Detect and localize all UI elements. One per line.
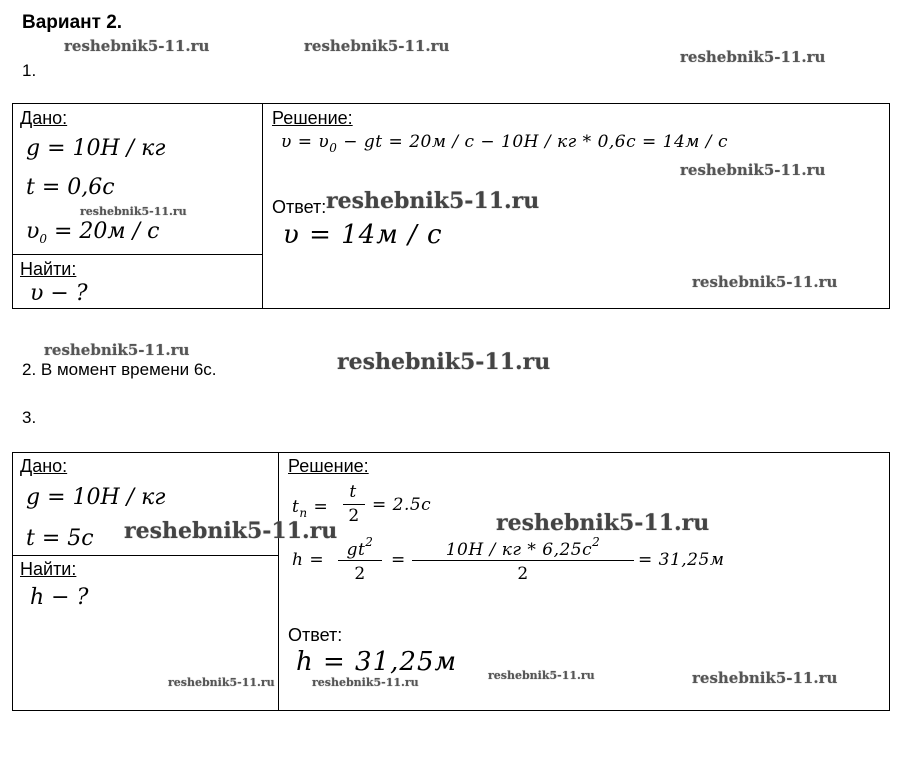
task3-tn-equals: = <box>307 497 329 517</box>
task1-column-divider <box>262 103 263 309</box>
task1-solution-label: Решение: <box>272 108 353 128</box>
task3-column-divider <box>278 452 279 711</box>
task1-v0-symbol: υ <box>26 219 40 244</box>
task3-h-denominator-2: 2 <box>517 564 529 584</box>
task3-given-label: Дано: <box>20 456 68 476</box>
task3-tn-symbol: t <box>292 497 300 517</box>
task3-h-result: = 31,25м <box>638 550 725 570</box>
watermark: reshebnik5-11.ru <box>44 341 190 359</box>
task2-text: 2. В момент времени 6с. <box>22 360 217 379</box>
task3-h-num2-base: 10Н / кг * 6,25с <box>445 540 593 560</box>
watermark: reshebnik5-11.ru <box>692 669 838 687</box>
watermark: reshebnik5-11.ru <box>337 349 551 375</box>
task3-h-num1-base: gt <box>346 540 366 560</box>
task3-find-label: Найти: <box>20 559 77 579</box>
task3-h-lhs: h = <box>292 550 325 570</box>
watermark: reshebnik5-11.ru <box>496 510 710 536</box>
task3-tn-subscript: n <box>299 506 308 520</box>
task3-answer-value: h = 31,25м <box>296 647 458 677</box>
task3-h-num2-sup: 2 <box>592 535 601 549</box>
task1-solution-equation <box>281 132 728 155</box>
watermark: reshebnik5-11.ru <box>80 205 187 218</box>
task3-find-value: h − ? <box>30 585 89 610</box>
task3-tn-denominator: 2 <box>348 506 360 526</box>
task1-find-label: Найти: <box>20 259 77 279</box>
task1-v0-subscript: 0 <box>39 232 48 246</box>
watermark: reshebnik5-11.ru <box>680 161 826 179</box>
task3-number: 3. <box>22 408 37 427</box>
task1-eq-left: υ = υ <box>281 132 330 152</box>
watermark: reshebnik5-11.ru <box>680 48 826 66</box>
task1-eq-right: − gt = 20м / с − 10Н / кг * 0,6с = 14м / с <box>337 132 728 152</box>
task3-h-numerator-1 <box>337 535 383 560</box>
task3-h-numerator-2 <box>412 535 634 560</box>
task1-answer-value: υ = 14м / с <box>283 220 443 250</box>
watermark: reshebnik5-11.ru <box>326 188 540 214</box>
watermark: reshebnik5-11.ru <box>692 273 838 291</box>
watermark: reshebnik5-11.ru <box>124 518 338 544</box>
watermark: reshebnik5-11.ru <box>64 37 210 55</box>
task1-given-divider <box>12 254 262 255</box>
watermark: reshebnik5-11.ru <box>312 676 419 689</box>
task3-h-equals: = <box>391 550 406 570</box>
task3-tn-lhs <box>292 497 328 520</box>
task1-number: 1. <box>22 61 37 80</box>
task1-given-t: t = 0,6с <box>26 175 115 200</box>
task1-given-g: g = 10Н / кг <box>26 136 166 161</box>
task3-tn-fraction-bar <box>343 504 365 505</box>
task1-eq-subscript: 0 <box>329 141 338 155</box>
task3-h-num1-sup: 2 <box>365 535 374 549</box>
watermark: reshebnik5-11.ru <box>488 669 595 682</box>
task3-solution-label: Решение: <box>288 456 369 476</box>
task3-tn-result: = 2.5с <box>372 495 432 515</box>
task1-given-label: Дано: <box>20 108 68 128</box>
task3-h-fraction-bar-2 <box>412 560 634 561</box>
task3-given-t: t = 5с <box>26 526 94 551</box>
task1-find-value: υ − ? <box>30 281 88 306</box>
page-title: Вариант 2. <box>22 12 123 33</box>
task1-answer-label: Ответ: <box>272 197 327 217</box>
task3-h-fraction-bar-1 <box>338 560 382 561</box>
task3-answer-label: Ответ: <box>288 625 343 645</box>
task3-tn-numerator: t <box>349 482 357 502</box>
task3-h-denominator-1: 2 <box>354 564 366 584</box>
task3-given-divider <box>12 555 278 556</box>
task1-given-v0 <box>26 219 159 246</box>
task1-v0-value: = 20м / с <box>47 219 160 244</box>
watermark: reshebnik5-11.ru <box>168 676 275 689</box>
task3-given-g: g = 10Н / кг <box>26 485 166 510</box>
watermark: reshebnik5-11.ru <box>304 37 450 55</box>
